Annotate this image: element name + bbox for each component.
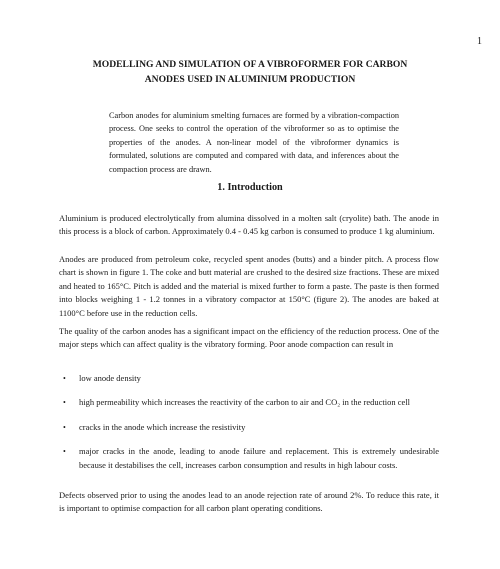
page-number: 1 bbox=[477, 36, 482, 47]
bullet-icon: • bbox=[63, 374, 66, 383]
paragraph: Defects observed prior to using the anodes lead to an anode rejection rate of around 2%. To reduce this rate, it is important to optimise compaction for all carbon plant operating conditions. bbox=[59, 490, 439, 514]
bullet-icon: • bbox=[63, 422, 66, 432]
list-item bbox=[59, 445, 439, 472]
defect-list bbox=[59, 372, 439, 472]
list-item-text: cracks in the anode which increase the resistivity bbox=[79, 421, 246, 432]
paper-title bbox=[58, 57, 442, 87]
bullet-icon: • bbox=[63, 398, 66, 408]
list-item-text: high permeability which increases the reactivity of the carbon to air and CO₂ in the reduction cell bbox=[79, 397, 411, 408]
title-line: ANODES USED IN ALUMINIUM PRODUCTION bbox=[144, 74, 356, 85]
list-item-text: major cracks in the anode, leading to anode failure and replacement. This is extremely undesirable because it destabilises the cell, increases carbon consumption and results in high labour costs. bbox=[79, 446, 439, 470]
list-item bbox=[59, 421, 439, 434]
list-item bbox=[59, 396, 439, 409]
bullet-icon: • bbox=[63, 447, 66, 457]
paragraph: The quality of the carbon anodes has a significant impact on the efficiency of the reduction process. One of the major steps which can affect quality is the vibratory forming. Poor anode compaction can result in bbox=[59, 326, 439, 350]
paragraph: Aluminium is produced electrolytically from alumina dissolved in a molten salt (cryolite) bath. The anode in this process is a block of carbon. Approximately 0.4 - 0.45 kg carbon is consumed to produce 1 kg aluminium. bbox=[59, 213, 439, 237]
section-heading: 1. Introduction bbox=[217, 182, 283, 193]
paragraph: Anodes are produced from petroleum coke, recycled spent anodes (butts) and a binder pitch. A process flow chart is shown in figure 1. The coke and butt material are crushed to the desired size fractions. These are mixed and heated to 165°C. Pitch is added and the material is mixed further to form a paste. The paste is then formed into blocks weighing 1 - 1.2 tonnes in a vibratory compactor at 150°C (figure 2). The anodes are baked at 1100°C before use in the reduction cells. bbox=[59, 254, 439, 318]
abstract: Carbon anodes for aluminium smelting furnaces are formed by a vibration-compaction process. One seeks to control the operation of the vibroformer so as to optimise the properties of the anodes. A non-linear model of the vibroformer dynamics is formulated, solutions are computed and compared with data, and inferences about the compaction process are drawn. bbox=[109, 111, 399, 174]
list-item-text: low anode density bbox=[79, 373, 141, 383]
title-line: MODELLING AND SIMULATION OF A VIBROFORMER FOR CARBON bbox=[92, 59, 408, 70]
list-item bbox=[59, 372, 439, 385]
